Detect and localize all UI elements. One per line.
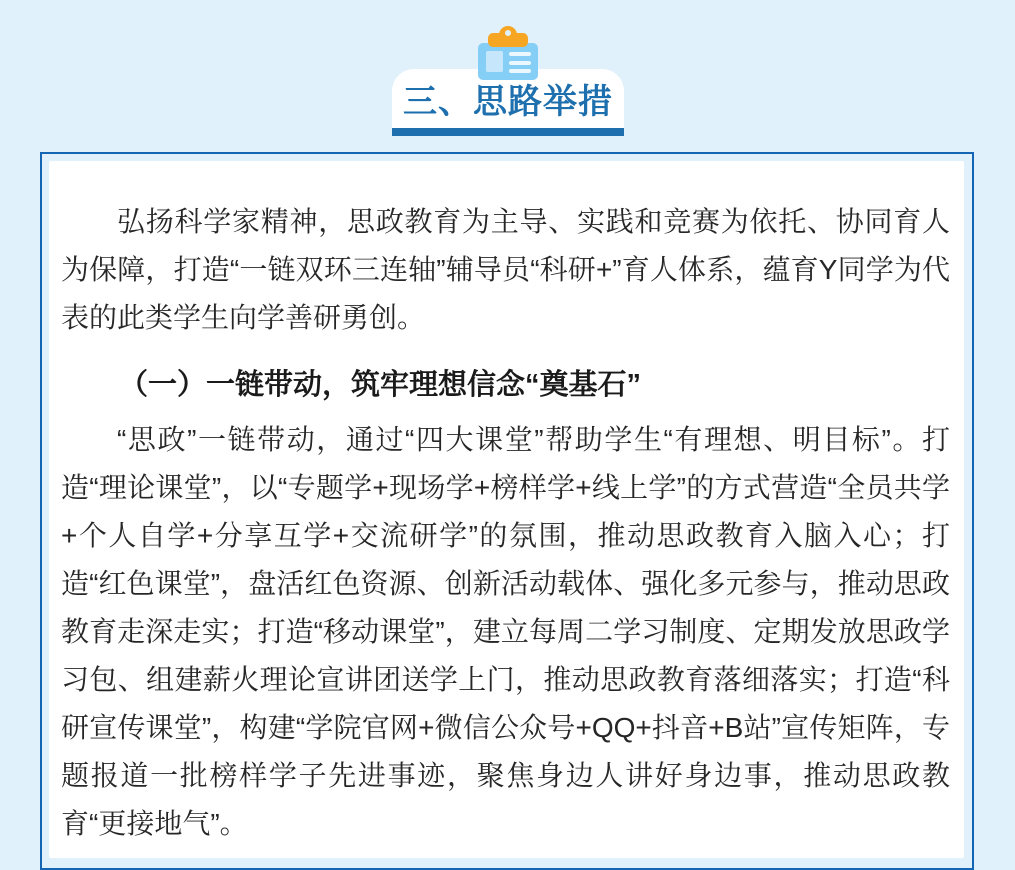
sub-heading-1: （一）一链带动，筑牢理想信念“奠基石” xyxy=(119,369,642,401)
section-header xyxy=(0,0,1015,152)
paragraph-intro: 弘扬科学家精神，思政教育为主导、实践和竞赛为依托、协同育人为保障，打造“一链双环三连轴”辅导员“科研+”育人体系，蕴育Y同学为代表的此类学生向学善研勇创。 xyxy=(61,206,950,333)
section-title: 三、思路举措 xyxy=(403,83,613,121)
clipboard-text-line xyxy=(509,52,531,56)
section-title-underline xyxy=(392,128,624,136)
content-card xyxy=(40,152,974,870)
paragraph-detail: “思政”一链带动，通过“四大课堂”帮助学生“有理想、明目标”。打造“理论课堂”，以“专题学+现场学+榜样学+线上学”的方式营造“全员共学+个人自学+分享互学+交流研学”的氛围，推动思政教育入脑入心；打造“红色课堂”，盘活红色资源、创新活动载体、强化多元参与，推动思政教育走深走实；打造“移动课堂”，建立每周二学习制度、定期发放思政学习包、组建薪火理论宣讲团送学上门，推动思政教育落细落实；打造“科研宣传课堂”，构建“学院官网+微信公众号+QQ+抖音+B站”宣传矩阵，专题报道一批榜样学子先进事迹，聚焦身边人讲好身边事，推动思政教育“更接地气”。 xyxy=(61,424,950,839)
clipboard-text-line xyxy=(509,69,531,73)
clipboard-clip-hole xyxy=(505,30,511,36)
clipboard-photo-block xyxy=(486,51,503,72)
clipboard-text-line xyxy=(509,61,531,65)
clipboard-body xyxy=(478,43,538,80)
clipboard-icon xyxy=(478,26,538,80)
content-card-inner xyxy=(49,161,964,858)
